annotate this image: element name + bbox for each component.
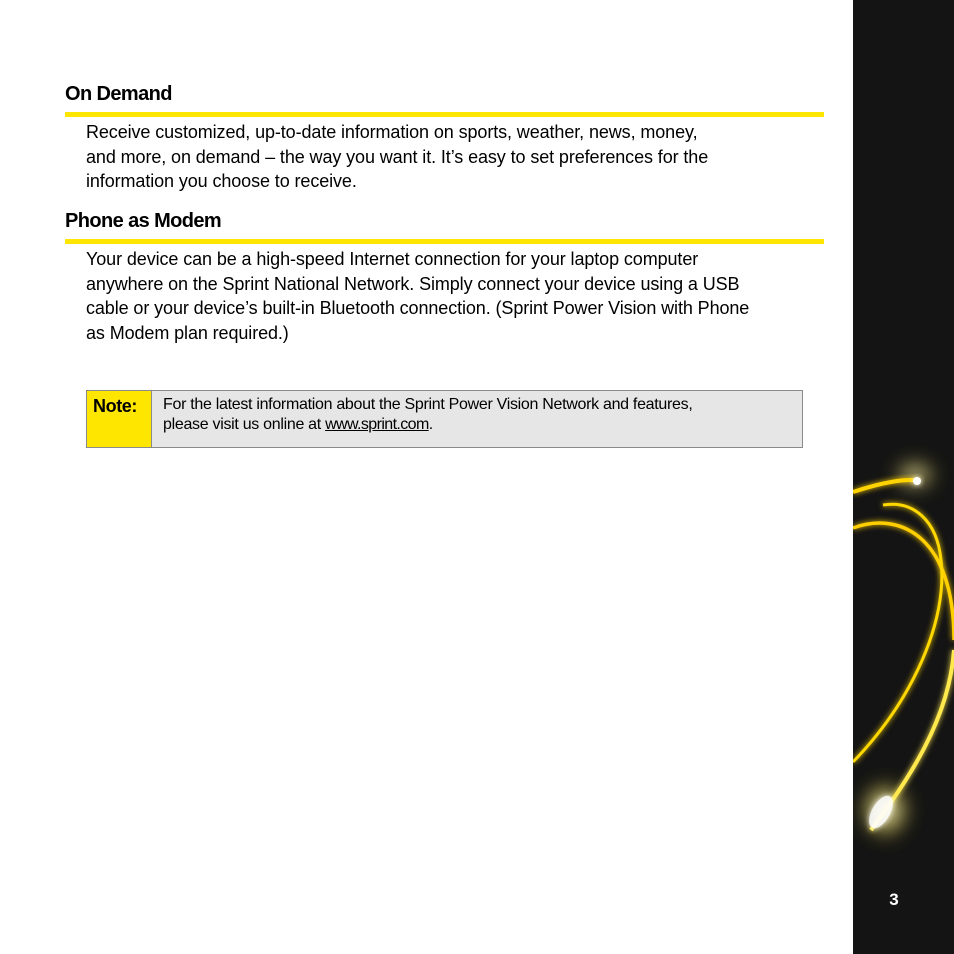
body-line: anywhere on the Sprint National Network. Simply connect your device using a USB xyxy=(86,273,740,294)
note-label-cell xyxy=(87,391,152,447)
light-streak-graphic xyxy=(853,0,954,954)
section-body-phone-as-modem xyxy=(86,247,816,345)
note-content xyxy=(152,391,702,447)
sprint-website-link[interactable]: www.sprint.com xyxy=(325,416,429,433)
section-rule xyxy=(65,239,824,244)
note-line-suffix: . xyxy=(428,416,433,433)
note-line-prefix: please visit us online at xyxy=(163,416,326,433)
body-line: information you choose to receive. xyxy=(86,171,357,192)
body-line: and more, on demand – the way you want it. It’s easy to set preferences for the xyxy=(86,146,709,167)
note-box xyxy=(86,390,803,448)
sidebar-decoration xyxy=(853,0,954,954)
section-heading-phone-as-modem: Phone as Modem xyxy=(65,210,222,232)
page-number: 3 xyxy=(889,890,899,909)
body-line: Receive customized, up-to-date information on sports, weather, news, money, xyxy=(86,122,698,142)
body-line: cable or your device’s built-in Bluetooth connection. (Sprint Power Vision with Phone xyxy=(86,298,750,319)
note-line: For the latest information about the Sprint Power Vision Network and features, xyxy=(163,396,693,413)
body-line: Your device can be a high-speed Internet connection for your laptop computer xyxy=(86,249,699,269)
note-label: Note: xyxy=(93,396,137,416)
section-heading-on-demand: On Demand xyxy=(65,83,172,105)
note-line xyxy=(163,415,692,435)
body-line: as Modem plan required.) xyxy=(86,322,289,343)
section-body-on-demand xyxy=(86,120,816,194)
section-rule xyxy=(65,112,824,117)
